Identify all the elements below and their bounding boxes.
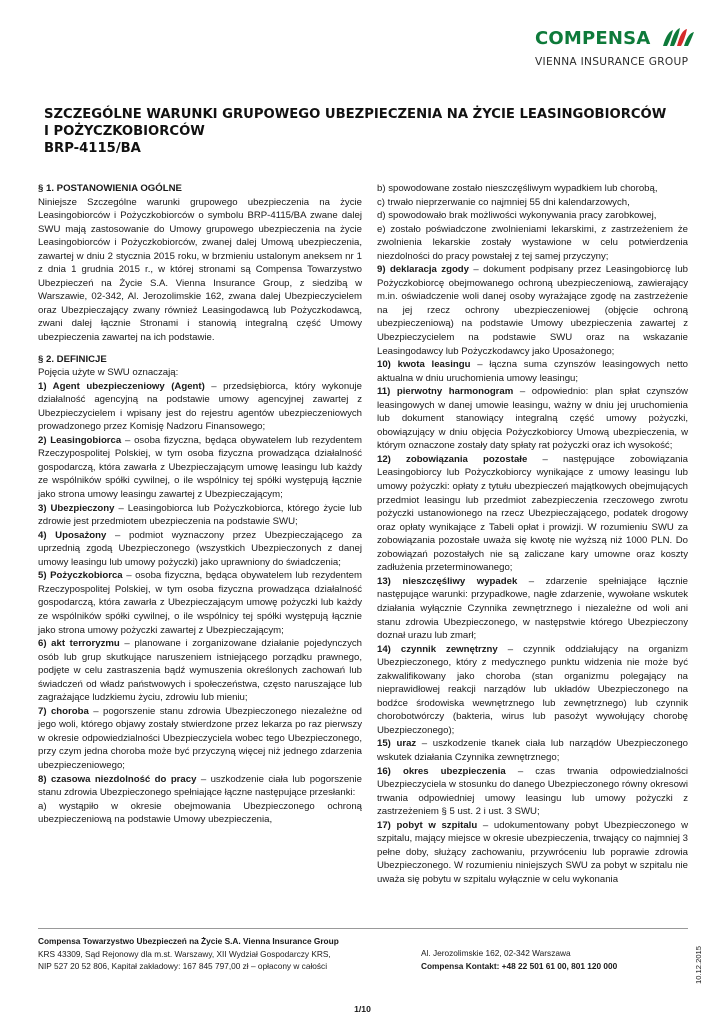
definition-text: – osoba fizyczna, będąca obywatelem lub rezydentem Rzeczypospolitej Polskiej, w tym osoba fizyczna prowadząca działalność gospodarczą, która zawarła z Ubezpieczającym umowę pożyczki lub każdy ze wspólników spółki cywilnej, o ile wspólnicy tej spółki występują łącznie jako strona umowy pożyczki zawartej z Ubezpieczającym; <box>38 570 363 636</box>
definition-text: – Leasingobiorca lub Pożyczkobiorca, którego życie lub zdrowie jest przedmiotem ubezpieczenia na podstawie SWU; <box>38 502 362 528</box>
definition-text: – pogorszenie stanu zdrowia Ubezpieczonego niezależne od jego woli, którego objawy zostały stwierdzone przez lekarza po raz pierwszy w okresie odpowiedzialności Ubezpieczyciela wobec tego Ubezpieczonego, przy czym jedna choroba może być przyczyną więcej niż jednego zdarzenia ubezpieczeniowego; <box>38 705 362 771</box>
definition-term: 16) okres ubezpieczenia <box>377 765 506 777</box>
definition-item <box>377 453 688 575</box>
title-line-1: SZCZEGÓLNE WARUNKI GRUPOWEGO UBEZPIECZENIA NA ŻYCIE LEASINGOBIORCÓW <box>44 107 667 122</box>
definition-subitem: b) spowodowane zostało nieszczęśliwym wypadkiem lub chorobą, <box>377 183 658 194</box>
definition-term: 15) uraz <box>377 738 417 750</box>
definition-text: – następujące zobowiązania Leasingobiorcy lub Pożyczkobiorcy wynikające z umowy leasingu lub umowy pożyczki: opłaty z tytułu ubezpieczeń majątkowych obejmujących przedmiot leasingu lub przedmiot zabezpieczenia rzeczowego zwrotu pożyczki ustanowionego na rzecz Ubezpieczającego, podatek drogowy oraz opłaty wynikające z Tabeli opłat i prowizji. W rozumieniu SWU za zobowiązania pozostałe uważa się kwotę nie wyższą niż 1000 PLN. Do zobowiązań pozostałych nie są zaliczane kary umowne oraz koszty zadłużenia przeterminowanego; <box>377 453 688 574</box>
definition-term: 3) Ubezpieczony <box>38 502 115 514</box>
brand-name: COMPENSA <box>535 28 651 49</box>
leaf-mark-icon <box>661 26 695 50</box>
left-column <box>38 182 362 827</box>
section-2-intro: Pojęcia użyte w SWU oznaczają: <box>38 367 179 379</box>
right-column <box>377 182 688 886</box>
definition-term: 10) kwota leasingu <box>377 359 471 371</box>
footer-krs: KRS 43309, Sąd Rejonowy dla m.st. Warszawy, XII Wydział Gospodarczy KRS, <box>38 948 331 959</box>
footer-nip: NIP 527 20 52 806, Kapitał zakładowy: 167 845 797,00 zł – opłacony w całości <box>38 961 328 972</box>
section-1-heading: § 1. POSTANOWIENIA OGÓLNE <box>38 183 182 194</box>
definition-term: 4) Uposażony <box>38 529 107 541</box>
definition-term: 12) zobowiązania pozostałe <box>377 453 528 465</box>
section-1-text: Niniejsze Szczególne warunki grupowego ubezpieczenia na życie Leasingobiorców i Pożyczkobiorców o symbolu BRP-4115/BA zwane dalej SWU mają zastosowanie do Umowy grupowego ubezpieczenia na życie Leasingobiorców i Pożyczkobiorców, zwanej dalej Umową ubezpieczenia, zawartej w dniu 2 stycznia 2015 roku, w brzmieniu ustalonym aneksem nr 1 z dnia 1 grudnia 2015 r., w której stronami są Compensa Towarzystwo Ubezpieczeń na Życie S.A. Vienna Insurance Group, z siedzibą w Warszawie, 02-342, Al. Jerozolimskie 162, zwana dalej Ubezpieczycielem oraz Ubezpieczający zwany również Leasingodawcą lub Pożyczkodawcą, zwani dalej łącznie Stronami i stanowią integralną część Umowy ubezpieczenia zawartej na ich podstawie. <box>38 196 362 344</box>
definition-item <box>377 643 688 738</box>
definition-term: 11) pierwotny harmonogram <box>377 386 514 398</box>
definition-item <box>38 380 362 434</box>
compensa-logo <box>535 26 695 76</box>
definition-text: – osoba fizyczna, będąca obywatelem lub rezydentem Rzeczypospolitej Polskiej, w tym osoba fizyczna prowadząca działalność gospodarczą, która zawarła z Ubezpieczającym umowę leasingu lub każdy ze wspólników spółki cywilnej, o ile wspólnicy tej spółki występują łącznie jako strona umowy leasingu zawartej z Ubezpieczającym; <box>38 434 363 501</box>
title-line-3: BRP-4115/BA <box>44 141 141 156</box>
brand-group: VIENNA INSURANCE GROUP <box>535 56 689 68</box>
definition-term: 14) czynnik zewnętrzny <box>377 643 498 655</box>
footer-company-name: Compensa Towarzystwo Ubezpieczeń na Życie S.A. Vienna Insurance Group <box>38 936 339 946</box>
definition-subitem: d) spowodowało brak możliwości wykonywania pracy zarobkowej, <box>377 210 657 222</box>
definition-item <box>377 737 688 764</box>
definition-item <box>377 819 688 887</box>
definition-item <box>38 434 362 502</box>
section-2-heading: § 2. DEFINICJE <box>38 353 107 365</box>
definition-item <box>38 705 362 773</box>
document-date-text: 10.12.2015 <box>694 945 703 984</box>
definition-item <box>38 773 362 800</box>
definition-subitem: e) zostało poświadczone zwolnieniami lekarskimi, z zastrzeżeniem że zwolnienia lekarskie zostały wystawione w celu potwierdzenia niezdolności do pracy powstałej z tej samej przyczyny; <box>377 223 688 262</box>
definition-text: – dokument podpisany przez Leasingobiorcę lub Pożyczkobiorcę obejmowanego ochroną ubezpieczeniową, zawierający m.in. oświadczenie woli danej osoby wyrażające zgodę na zastrzeżenie na jej rzecz ochrony ubezpieczeniowej (objęcie ochroną ubezpieczeniową) na podstawie Umowy ubezpieczenia zawartej z Ubezpieczycielem na podstawie SWU oraz na wskazanie Leasingodawcy lub Pożyczkodawcy jako Uposażonego; <box>377 264 688 357</box>
definition-text: – przedsiębiorca, który wykonuje działalność agencyjną na podstawie umowy agencyjnej zawartej z Ubezpieczycielem i wpisany jest do rejestru agentów ubezpieczeniowych prowadzonego przez Komisję Nadzoru Finansowego; <box>38 380 362 433</box>
definition-term: 7) choroba <box>38 705 89 717</box>
footer-company-info <box>38 935 339 973</box>
definition-item <box>377 263 688 358</box>
definition-item <box>38 529 362 570</box>
definition-item <box>377 358 688 385</box>
definition-term: 1) Agent ubezpieczeniowy (Agent) <box>38 380 205 392</box>
document-date <box>692 930 706 990</box>
definition-term: 2) Leasingobiorca <box>38 434 122 446</box>
definition-item <box>377 765 688 819</box>
definition-text: – planowane i zorganizowane działanie pojedynczych osób lub grup skutkujące naruszeniem istniejącego porządku prawnego, podjęte w celu zastraszenia bądź wymuszenia określonych zachowań lub świadczeń od władz państwowych i społeczeństwa, często naruszające lub zagrażające ludzkiemu życiu, zdrowiu lub mieniu; <box>38 638 362 704</box>
definition-subitem: c) trwało nieprzerwanie co najmniej 55 dni kalendarzowych, <box>377 196 630 208</box>
definition-text: – czynnik oddziałujący na organizm Ubezpieczonego, który z medycznego punktu widzenia nie może być zakwalifikowany jako choroba (stan organizmu polegający na nieprawidłowej reakcji narządów lub układów Ubezpieczonego na bodźce środowiska wewnętrznego lub zewnętrznego) lub czynnik chorobotwórczy (bakteria, wirus lub pasożyt wywołujący chorobę Ubezpieczonego); <box>377 643 688 736</box>
definition-text: – czas trwania odpowiedzialności Ubezpieczyciela w stosunku do danego Ubezpieczonego równy okresowi trwania odpowiedniej umowy leasingu lub umowy pożyczki z zastrzeżeniem § 5 ust. 2 i ust. 3 SWU; <box>377 765 689 818</box>
document-title <box>44 106 684 157</box>
footer-contact-info <box>421 947 617 972</box>
footer-contact: Compensa Kontakt: +48 22 501 61 00, 801 120 000 <box>421 960 618 971</box>
definition-term: 13) nieszczęśliwy wypadek <box>377 575 518 587</box>
definition-text: – odpowiednio: plan spłat czynszów leasingowych w danej umowie leasingu, ważny w dniu jej uruchomienia lub dokument stanowiący integralną część umowy pożyczki, obowiązujący w dniu objęcia Pożyczkobiorcy Umową ubezpieczenia, w którym oznaczone zostały daty spłaty rat pożyczki oraz ich wysokość; <box>377 386 688 452</box>
definition-item <box>38 569 362 637</box>
definition-term: 9) deklaracja zgody <box>377 264 469 276</box>
definition-item <box>38 502 362 529</box>
footer-divider <box>38 928 688 929</box>
definition-subitem: a) wystąpiło w okresie obejmowania Ubezpieczonego ochroną ubezpieczeniową na podstawie Umowy ubezpieczenia, <box>38 800 362 826</box>
definition-term: 8) czasowa niezdolność do pracy <box>38 773 197 785</box>
definition-text: – zdarzenie spełniające łącznie następujące warunki: przypadkowe, nagłe zdarzenie, wywołane wskutek działania wyłącznie Czynnika zewnętrznego i niezależne od woli ani stanu zdrowia Ubezpieczonego, w następstwie którego Ubezpieczony doznał urazu lub zmarł; <box>377 575 688 642</box>
definition-text: – podmiot wyznaczony przez Ubezpieczającego za uprzednią zgodą Ubezpieczonego (wszystkich Ubezpieczonych z danej umowy leasingu lub umowy pożyczki) jako uprawniony do świadczenia; <box>38 529 362 568</box>
definition-term: 17) pobyt w szpitalu <box>377 819 478 831</box>
definition-item <box>377 385 688 453</box>
definition-text: – uszkodzenie ciała lub pogorszenie stanu zdrowia Ubezpieczonego spełniające łączne następujące przesłanki: <box>38 773 362 799</box>
definition-term: 6) akt terroryzmu <box>38 638 120 650</box>
page-number: 1/10 <box>354 1004 371 1014</box>
definition-text: – udokumentowany pobyt Ubezpieczonego w szpitalu, mający miejsce w okresie ubezpieczenia, trwający co najmniej 3 pełne doby, służący zachowaniu, przywróceniu lub poprawie zdrowia Ubezpieczonego. W rozumieniu niniejszych SWU za pobyt w szpitalu nie uważa się pobytu w szpitalu wyłącznie w celu wykonania <box>377 819 689 885</box>
footer-address: Al. Jerozolimskie 162, 02-342 Warszawa <box>421 948 571 958</box>
definition-text: – łączna suma czynszów leasingowych netto aktualna w dniu uruchomienia umowy leasingu; <box>377 359 688 384</box>
definition-item <box>377 575 688 643</box>
definition-text: – uszkodzenie tkanek ciała lub narządów Ubezpieczonego wskutek działania Czynnika zewnętrznego; <box>377 738 688 763</box>
title-line-2: I POŻYCZKOBIORCÓW <box>44 124 205 139</box>
definition-term: 5) Pożyczkobiorca <box>38 570 123 582</box>
definition-item <box>38 637 362 705</box>
